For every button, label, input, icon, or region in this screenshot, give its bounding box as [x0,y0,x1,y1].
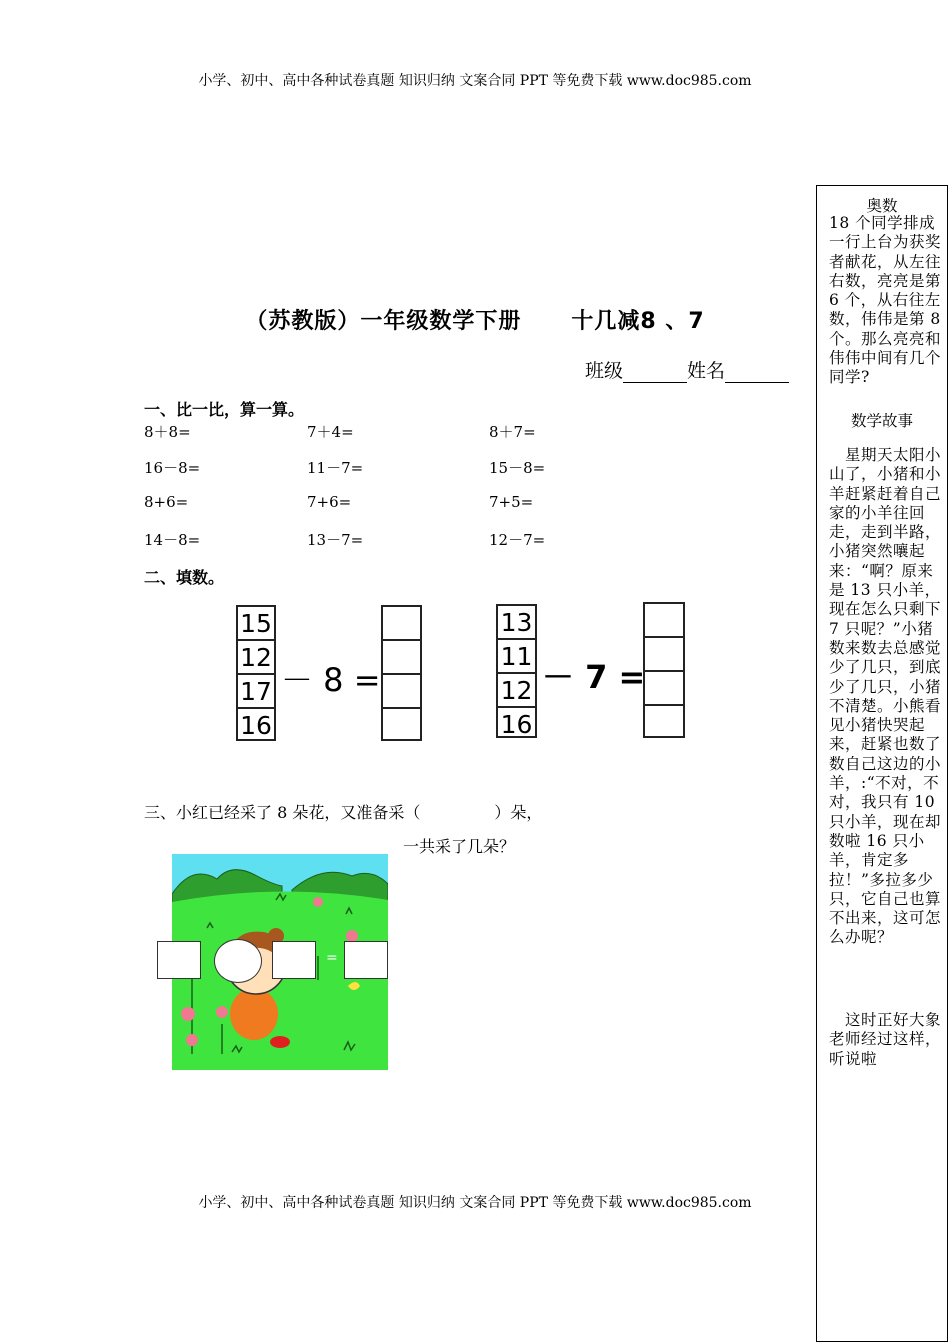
equation: 7+5= [489,493,534,511]
answer-cell[interactable] [645,706,683,740]
minuend-cell: 17 [238,675,274,709]
equation: 12－7= [489,531,546,549]
answer-box[interactable] [344,941,388,979]
minuend-cell: 16 [240,711,272,740]
sidebar-heading-story: 数学故事 [850,412,913,430]
section1-heading: 一、比一比，算一算。 [144,400,305,419]
answer-cell[interactable] [383,641,420,675]
minuend-cell: 11 [498,640,535,674]
equation: 8＋8= [144,423,191,441]
page-header: 小学、初中、高中各种试卷真题 知识归纳 文案合同 PPT 等免费下载 www.doc985.com [198,73,752,89]
page-title [0,304,950,335]
equation: 15－8= [489,459,546,477]
answer-box[interactable] [272,941,316,979]
equation: 16－8= [144,459,201,477]
answer-cell[interactable] [383,675,420,709]
section3-question [144,800,542,823]
page-footer: 小学、初中、高中各种试卷真题 知识归纳 文案合同 PPT 等免费下载 www.doc985.com [198,1195,752,1211]
equation: 8＋7= [489,423,536,441]
name-label: 姓名 [687,360,726,382]
sidebar-story-text: 星期天太阳小山了，小猪和小羊赶紧赶着自己家的小羊往回走，走到半路，小猪突然嚷起来：“啊？原来是 13 只小羊，现在怎么只剩下 7 只呢？”小猪数来数去总感觉少了几只，到底少了几只，小猪不清楚。小熊看见小猪快哭起来，赶紧也数了数自己这边的小羊，:“不对，不对，我只有 10 只小羊，现在却数啦 16 只小羊，肯定多拉！”多拉多少只，它自己也算不出来，这可怎么办呢？ [829,446,942,947]
subtract-8-operator: － 8 = [281,661,381,699]
section3-question-line2: 一共采了几朵？ [403,837,516,856]
operator-circle[interactable] [214,939,262,983]
minuend-cell: 12 [238,641,274,675]
equals-sign: = [326,950,338,966]
section2-heading: 二、填数。 [144,568,225,587]
answer-cell[interactable] [383,709,420,743]
class-name-line [585,356,789,383]
minuend-cell: 15 [238,607,274,641]
sidebar-heading-olympiad: 奥数 [866,197,898,215]
question-text-end: ）朵， [494,803,543,822]
sidebar-olympiad-problem: 18 个同学排成一行上台为获奖者献花，从左往右数，亮亮是第 6 个，从右往左数，伟伟是第 8 个。那么亮亮和伟伟中间有几个同学? [829,214,942,387]
minuend-cell: 13 [498,606,535,640]
equation: 7＋4= [307,423,354,441]
equation: 13－7= [307,531,364,549]
equation: 14－8= [144,531,201,549]
minuend-cell: 16 [500,710,533,739]
question-text: 三、小红已经采了 8 朵花，又准备采（ [144,803,421,822]
answer-column-right [643,602,685,738]
answer-cell[interactable] [383,607,420,641]
answer-column-left [381,605,422,741]
title-main: （苏教版）一年级数学下册 [245,309,522,334]
answer-cell[interactable] [645,672,683,706]
minuend-column-left [236,605,276,741]
answer-box[interactable] [157,941,201,979]
equation: 8+6= [144,493,189,511]
subtract-7-operator: － 7 = [542,658,646,696]
class-label: 班级 [585,360,624,382]
title-topic: 十几减8 、7 [571,309,705,334]
answer-cell[interactable] [645,604,683,638]
class-blank[interactable] [623,364,687,383]
equation: 7+6= [307,493,352,511]
answer-cell[interactable] [645,638,683,672]
name-blank[interactable] [725,364,789,383]
minuend-column-right [496,604,537,738]
equation: 11－7= [307,459,364,477]
sidebar-story-continued: 这时正好大象老师经过这样，听说啦 [829,1011,942,1068]
minuend-cell: 12 [498,674,535,708]
